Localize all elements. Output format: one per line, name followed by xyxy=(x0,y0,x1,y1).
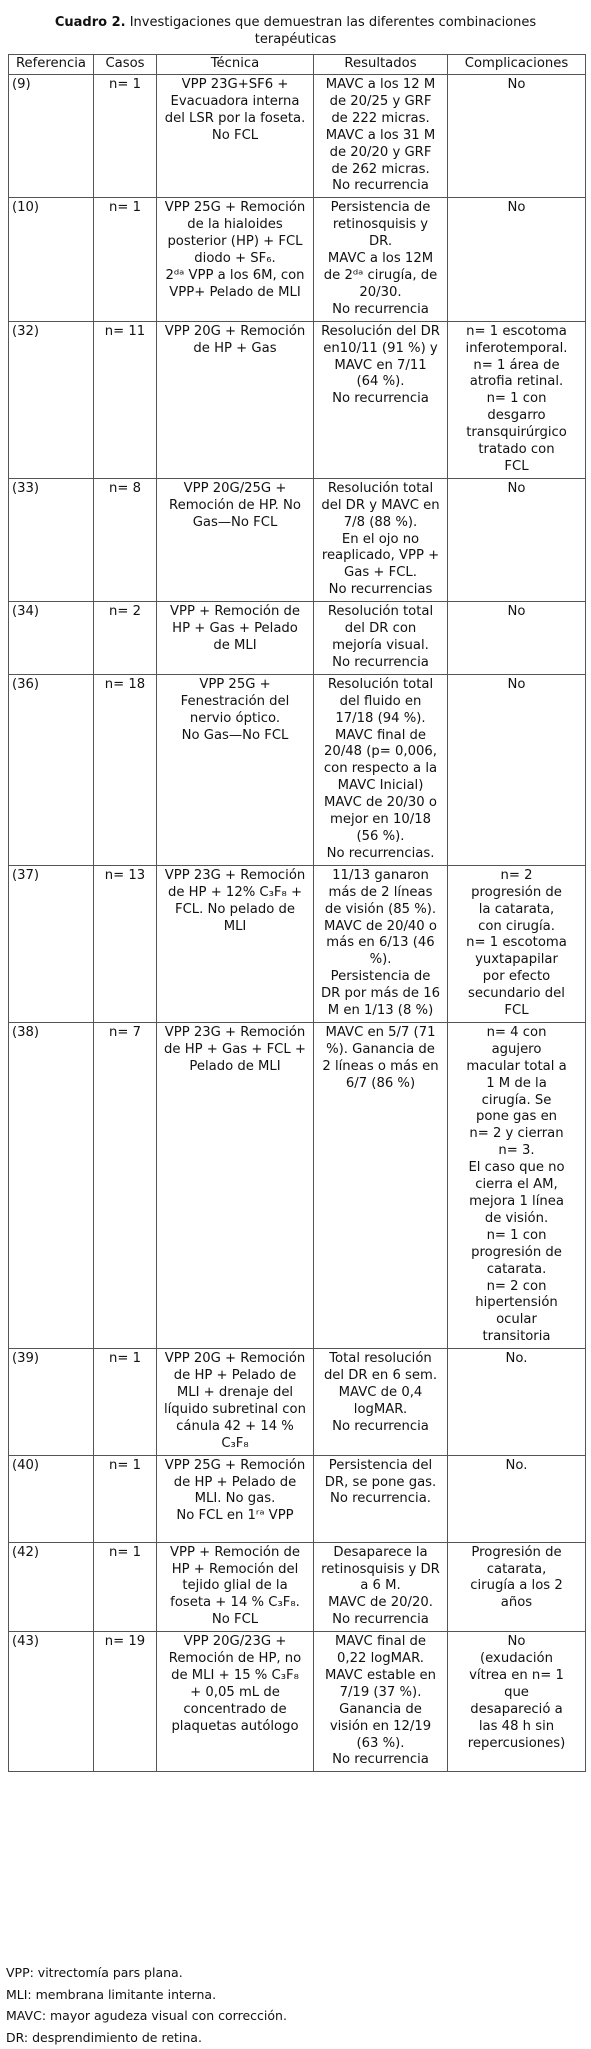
cell-tecnica xyxy=(157,1632,314,1772)
cell-tecnica-line: diodo + SF₆. xyxy=(194,251,276,267)
cell-complicaciones-line: desapareció a xyxy=(470,1701,563,1717)
cell-complicaciones-line: transquirúrgico xyxy=(466,425,567,441)
table-row xyxy=(9,1349,586,1455)
cell-tecnica-line: HP + Gas + Pelado xyxy=(172,621,298,637)
cell-referencia: (36) xyxy=(9,674,94,865)
investigations-table xyxy=(8,54,586,1772)
cell-referencia: (33) xyxy=(9,478,94,601)
table-row xyxy=(9,478,586,601)
table-row xyxy=(9,1022,586,1348)
cell-tecnica-line: MLI. No gas. xyxy=(194,1491,276,1507)
cell-resultados-line: Resolución del DR xyxy=(321,323,440,339)
cell-complicaciones-line: pone gas en xyxy=(475,1109,558,1125)
cell-tecnica-line: plaquetas autólogo xyxy=(171,1718,299,1734)
cell-tecnica-line: VPP 20G/25G + xyxy=(183,480,287,496)
cell-tecnica xyxy=(157,865,314,1022)
table-row xyxy=(9,1542,586,1632)
footnote-mli: MLI: membrana limitante interna. xyxy=(6,1986,217,2002)
cell-complicaciones xyxy=(448,865,586,1022)
cell-complicaciones-line: No xyxy=(507,77,526,92)
cell-complicaciones-line: ocular xyxy=(496,1312,537,1328)
cell-resultados xyxy=(314,478,448,601)
table-caption xyxy=(6,14,585,48)
cell-tecnica-line: MLI xyxy=(223,918,247,934)
cell-complicaciones-line: de visión. xyxy=(484,1210,549,1226)
cell-referencia: (32) xyxy=(9,321,94,478)
footnote-mavc: MAVC: mayor agudeza visual con corrección. xyxy=(6,2008,287,2023)
cell-complicaciones-line: n= 1 escotoma xyxy=(466,323,567,339)
cell-resultados-line: reaplicado, VPP + xyxy=(321,548,440,564)
cell-tecnica-line: VPP 20G + Remoción xyxy=(164,323,306,339)
cell-referencia: (10) xyxy=(9,198,94,321)
cell-complicaciones-line: años xyxy=(500,1595,533,1611)
cell-tecnica-line: de HP + Gas xyxy=(193,340,277,356)
cell-tecnica-line: VPP 20G + Remoción xyxy=(164,1351,306,1367)
cell-resultados xyxy=(314,75,448,198)
cell-resultados-line: 20/30. xyxy=(359,284,402,300)
cell-tecnica-line: nervio óptico. xyxy=(189,710,281,726)
cell-resultados-line: (56 %). xyxy=(356,828,405,844)
cell-complicaciones-line: Progresión de xyxy=(471,1544,562,1560)
cell-resultados-line: (63 %). xyxy=(356,1735,405,1751)
cell-casos: n= 1 xyxy=(94,1542,157,1632)
table-row xyxy=(9,321,586,478)
cell-complicaciones-line: las 48 h sin xyxy=(478,1718,555,1734)
footnote-vpp: VPP: vitrectomía pars plana. xyxy=(6,1965,183,1980)
cell-complicaciones xyxy=(448,1632,586,1772)
cell-resultados xyxy=(314,321,448,478)
cell-tecnica-line: Pelado de MLI xyxy=(189,1058,281,1074)
cell-complicaciones-line: por efecto xyxy=(482,969,551,985)
caption-line-1 xyxy=(6,14,585,31)
cell-referencia: (42) xyxy=(9,1542,94,1632)
cell-complicaciones-line: hipertensión xyxy=(475,1295,558,1311)
cell-resultados-line: de 262 micras. xyxy=(331,161,430,177)
cell-referencia: (43) xyxy=(9,1632,94,1772)
cell-tecnica-line: VPP 23G+SF6 + xyxy=(181,77,289,92)
cell-complicaciones-line: n= 3. xyxy=(498,1143,535,1159)
table-row xyxy=(9,674,586,865)
cell-tecnica-line: No Gas—No FCL xyxy=(181,727,289,743)
cell-referencia: (40) xyxy=(9,1455,94,1542)
cell-tecnica-line: de MLI xyxy=(213,638,257,653)
cell-complicaciones-line: No xyxy=(507,604,526,620)
cell-resultados-line: del DR con xyxy=(344,621,417,637)
cell-complicaciones-line: macular total a xyxy=(466,1058,567,1074)
cell-resultados-line: retinosquisis y DR xyxy=(321,1561,440,1577)
cell-resultados xyxy=(314,1349,448,1455)
cell-resultados-line: a 6 M. xyxy=(360,1578,401,1594)
footnote-dr: DR: desprendimiento de retina. xyxy=(6,2029,202,2045)
cell-tecnica-line: cánula 42 + 14 % xyxy=(176,1418,294,1434)
cell-resultados-line: No recurrencia xyxy=(332,654,429,670)
cell-resultados-line: más de 2 líneas xyxy=(328,884,433,900)
cell-complicaciones-line: n= 1 área de xyxy=(473,357,560,373)
cell-resultados-line: MAVC de 20/20. xyxy=(328,1595,433,1611)
cell-resultados-line: (64 %). xyxy=(356,374,405,390)
cell-resultados-line: MAVC estable en xyxy=(324,1667,437,1683)
cell-resultados-line: No recurrencia xyxy=(332,1752,429,1768)
caption-label: Cuadro 2. xyxy=(54,15,126,30)
cell-complicaciones-line: No. xyxy=(505,1457,528,1473)
cell-tecnica-line: VPP 25G + Remoción xyxy=(164,1457,306,1473)
cell-resultados-line: MAVC a los 31 M xyxy=(325,127,436,143)
cell-complicaciones-line: n= 1 con xyxy=(486,391,547,407)
cell-casos: n= 7 xyxy=(94,1022,157,1348)
cell-resultados-line: del fluido en xyxy=(339,693,422,709)
table-body xyxy=(9,75,586,1772)
cell-resultados-line: No recurrencia xyxy=(332,391,429,407)
table-row xyxy=(9,75,586,198)
cell-resultados-line: MAVC a los 12M xyxy=(327,251,434,267)
cell-tecnica-line: MLI + drenaje del xyxy=(176,1384,294,1400)
cell-tecnica-line: Remoción de HP, no xyxy=(168,1651,302,1667)
table-row xyxy=(9,602,586,675)
cell-tecnica-line: del LSR por la foseta. xyxy=(164,110,306,126)
cell-complicaciones xyxy=(448,1022,586,1348)
cell-complicaciones xyxy=(448,321,586,478)
cell-complicaciones-line: n= 2 xyxy=(500,867,533,883)
cell-tecnica-line: de HP + Pelado de xyxy=(173,1474,297,1490)
cell-complicaciones-line: 1 M de la xyxy=(486,1075,547,1091)
cell-tecnica-line: posterior (HP) + FCL xyxy=(167,234,303,250)
cell-resultados-line: No recurrencia xyxy=(332,178,429,194)
cell-resultados-line: Gas + FCL. xyxy=(344,565,417,581)
cell-resultados-line: Resolución total xyxy=(327,480,434,496)
table-header-row xyxy=(9,55,586,75)
cell-complicaciones-line: transitoria xyxy=(482,1329,551,1345)
cell-resultados-line: Persistencia de xyxy=(330,969,431,985)
cell-referencia: (39) xyxy=(9,1349,94,1455)
cell-complicaciones-line: No xyxy=(507,200,526,216)
cell-referencia: (9) xyxy=(9,75,94,198)
cell-tecnica-line: líquido subretinal con xyxy=(163,1401,306,1417)
cell-complicaciones-line: con cirugía. xyxy=(478,918,555,934)
cell-complicaciones-line: No xyxy=(507,480,526,496)
cell-resultados-line: MAVC en 5/7 (71 xyxy=(325,1024,436,1040)
cell-resultados-line: más en 6/13 (46 xyxy=(326,935,435,951)
cell-complicaciones-line: No xyxy=(507,1634,526,1650)
cell-resultados-line: Ganancia de xyxy=(339,1701,422,1717)
cell-casos: n= 8 xyxy=(94,478,157,601)
cell-resultados-line: 11/13 ganaron xyxy=(332,867,429,883)
cell-resultados-line: 0,22 logMAR. xyxy=(337,1651,424,1667)
footnotes xyxy=(6,1962,287,2048)
cell-complicaciones xyxy=(448,1349,586,1455)
cell-complicaciones-line: FCL xyxy=(504,458,529,474)
cell-resultados-line: MAVC en 7/11 xyxy=(334,357,427,373)
cell-tecnica-line: foseta + 14 % C₃F₈. xyxy=(170,1595,300,1611)
cell-resultados xyxy=(314,865,448,1022)
cell-resultados-line: En el ojo no xyxy=(341,531,420,547)
cell-tecnica-line: tejido glial de la xyxy=(182,1578,288,1594)
cell-casos: n= 2 xyxy=(94,602,157,675)
cell-complicaciones-line: tratado con xyxy=(478,442,555,458)
cell-resultados-line: logMAR. xyxy=(353,1401,408,1417)
cell-tecnica xyxy=(157,674,314,865)
cell-tecnica-line: + 0,05 mL de xyxy=(190,1684,280,1700)
cell-resultados-line: de 222 micras. xyxy=(331,110,430,126)
cell-complicaciones-line: n= 2 y cierran xyxy=(469,1126,564,1142)
cell-resultados-line: de visión (85 %). xyxy=(324,901,437,917)
cell-complicaciones-line: No xyxy=(507,676,526,692)
cell-tecnica-line: concentrado de xyxy=(183,1701,287,1717)
cell-tecnica-line: 2ᵈᵃ VPP a los 6M, con xyxy=(165,267,305,283)
cell-resultados-line: Resolución total xyxy=(327,604,434,620)
table-row xyxy=(9,1632,586,1772)
cell-complicaciones-line: n= 2 con xyxy=(486,1278,547,1294)
cell-tecnica-line: VPP+ Pelado de MLI xyxy=(169,284,301,300)
cell-resultados-line: MAVC de 20/40 o xyxy=(324,918,437,934)
cell-tecnica-line: de MLI + 15 % C₃F₈ xyxy=(171,1667,299,1683)
cell-resultados-line: No recurrencias xyxy=(328,582,433,598)
cell-complicaciones-line: El caso que no xyxy=(468,1160,565,1176)
cell-complicaciones-line: yuxtapapilar xyxy=(475,952,558,968)
cell-resultados xyxy=(314,1455,448,1542)
cell-tecnica xyxy=(157,602,314,675)
cell-tecnica-line: VPP 23G + Remoción xyxy=(164,1024,306,1040)
cell-resultados-line: de 20/20 y GRF xyxy=(329,144,432,160)
cell-tecnica xyxy=(157,1455,314,1542)
cell-complicaciones-line: agujero xyxy=(491,1041,542,1057)
table-row xyxy=(9,1455,586,1542)
cell-resultados-line: de 20/25 y GRF xyxy=(329,93,432,109)
cell-tecnica-line: VPP 25G + xyxy=(199,676,271,692)
cell-casos: n= 1 xyxy=(94,1349,157,1455)
cell-resultados-line: %). Ganancia de xyxy=(326,1041,435,1057)
cell-tecnica xyxy=(157,1022,314,1348)
cell-resultados-line: DR, se pone gas. xyxy=(324,1474,437,1490)
header-complicaciones: Complicaciones xyxy=(448,55,586,75)
cell-complicaciones xyxy=(448,198,586,321)
cell-resultados-line: DR. xyxy=(368,234,393,250)
cell-tecnica-line: VPP 25G + Remoción xyxy=(164,200,306,216)
cell-resultados-line: MAVC de 20/30 o xyxy=(324,795,437,811)
cell-complicaciones-line: que xyxy=(504,1684,529,1700)
cell-tecnica-line: de la hialoides xyxy=(187,217,283,233)
cell-complicaciones xyxy=(448,75,586,198)
cell-resultados-line: en10/11 (91 %) y xyxy=(323,340,438,356)
cell-resultados-line: Persistencia de xyxy=(330,200,431,216)
cell-resultados xyxy=(314,674,448,865)
cell-resultados-line: MAVC Inicial) xyxy=(337,778,424,794)
header-casos: Casos xyxy=(94,55,157,75)
cell-casos: n= 18 xyxy=(94,674,157,865)
cell-resultados-line: Desaparece la xyxy=(333,1544,428,1560)
cell-complicaciones-line: n= 4 con xyxy=(486,1024,547,1040)
cell-referencia: (37) xyxy=(9,865,94,1022)
cell-resultados-line: No recurrencia xyxy=(332,1418,429,1434)
cell-complicaciones-line: catarata, xyxy=(486,1561,547,1577)
cell-tecnica-line: VPP 20G/23G + xyxy=(183,1634,287,1650)
cell-resultados-line: %). xyxy=(369,952,392,968)
cell-resultados-line: MAVC final de xyxy=(334,727,427,743)
cell-complicaciones-line: n= 1 escotoma xyxy=(466,935,567,951)
cell-complicaciones-line: mejora 1 línea xyxy=(469,1194,564,1209)
cell-tecnica xyxy=(157,1349,314,1455)
cell-complicaciones-line: No. xyxy=(505,1351,528,1367)
cell-resultados-line: 6/7 (86 %) xyxy=(345,1075,416,1091)
cell-resultados-line: MAVC de 0,4 xyxy=(338,1384,423,1400)
header-referencia: Referencia xyxy=(9,55,94,75)
cell-resultados xyxy=(314,1022,448,1348)
cell-tecnica xyxy=(157,75,314,198)
cell-resultados xyxy=(314,602,448,675)
cell-referencia: (38) xyxy=(9,1022,94,1348)
cell-complicaciones-line: cierra el AM, xyxy=(475,1177,558,1193)
cell-resultados-line: No recurrencias. xyxy=(326,845,435,861)
cell-complicaciones-line: cirugía. Se xyxy=(481,1092,552,1108)
cell-complicaciones-line: n= 1 con xyxy=(486,1227,547,1243)
cell-tecnica xyxy=(157,478,314,601)
cell-tecnica-line: No FCL xyxy=(211,127,259,143)
cell-resultados-line: mejoría visual. xyxy=(332,638,429,653)
cell-tecnica-line: Fenestración del xyxy=(180,693,290,709)
cell-resultados-line: DR por más de 16 xyxy=(320,986,440,1002)
cell-casos: n= 1 xyxy=(94,75,157,198)
cell-resultados-line: 2 líneas o más en xyxy=(322,1058,439,1074)
cell-complicaciones-line: progresión de xyxy=(471,884,562,900)
cell-tecnica-line: VPP 23G + Remoción xyxy=(164,867,306,883)
cell-resultados-line: Resolución total xyxy=(327,676,434,692)
cell-complicaciones xyxy=(448,478,586,601)
cell-tecnica-line: VPP + Remoción de xyxy=(170,604,300,620)
cell-tecnica xyxy=(157,198,314,321)
cell-tecnica-line: VPP + Remoción de xyxy=(170,1544,300,1560)
caption-text-1: Investigaciones que demuestran las diferentes combinaciones xyxy=(129,15,537,30)
cell-complicaciones-line: secundario del xyxy=(468,986,565,1002)
cell-tecnica-line: HP + Remoción del xyxy=(171,1561,299,1577)
cell-resultados-line: visión en 12/19 xyxy=(329,1718,432,1734)
cell-tecnica-line: Evacuadora interna xyxy=(170,93,300,109)
cell-tecnica-line: No FCL xyxy=(211,1612,259,1628)
cell-resultados xyxy=(314,198,448,321)
cell-complicaciones xyxy=(448,674,586,865)
cell-tecnica-line: FCL. No pelado de xyxy=(175,901,295,917)
cell-resultados xyxy=(314,1632,448,1772)
cell-tecnica-line: de HP + Pelado de xyxy=(173,1368,297,1384)
cell-resultados-line: Persistencia del xyxy=(328,1457,433,1473)
cell-tecnica-line: No FCL en 1ʳᵃ VPP xyxy=(176,1508,294,1524)
cell-casos: n= 1 xyxy=(94,1455,157,1542)
cell-resultados-line: No recurrencia xyxy=(332,301,429,317)
cell-resultados-line: 17/18 (94 %). xyxy=(335,710,426,726)
cell-resultados xyxy=(314,1542,448,1632)
cell-resultados-line: 20/48 (p= 0,006, xyxy=(324,744,437,760)
cell-resultados-line: MAVC a los 12 M xyxy=(325,77,436,92)
caption-line-2: terapéuticas xyxy=(254,32,337,47)
cell-casos: n= 13 xyxy=(94,865,157,1022)
cell-resultados-line: retinosquisis y xyxy=(332,217,429,233)
cell-resultados-line: 7/19 (37 %). xyxy=(339,1684,422,1700)
table-row xyxy=(9,865,586,1022)
cell-resultados-line: No recurrencia. xyxy=(330,1491,431,1507)
cell-resultados-line: con respecto a la xyxy=(323,761,438,777)
cell-tecnica-line: de HP + Gas + FCL + xyxy=(164,1041,306,1057)
cell-tecnica-line: C₃F₈ xyxy=(221,1435,249,1451)
cell-complicaciones xyxy=(448,1542,586,1632)
cell-tecnica xyxy=(157,321,314,478)
cell-resultados-line: M en 1/13 (8 %) xyxy=(327,1003,434,1019)
cell-tecnica-line: Gas—No FCL xyxy=(192,514,278,530)
cell-complicaciones-line: desgarro xyxy=(487,408,546,424)
cell-casos: n= 19 xyxy=(94,1632,157,1772)
cell-resultados-line: de 2ᵈᵃ cirugía, de xyxy=(323,267,438,283)
cell-resultados-line: mejor en 10/18 xyxy=(330,812,431,828)
cell-resultados-line: 7/8 (88 %). xyxy=(343,514,418,530)
cell-resultados-line: MAVC final de xyxy=(334,1634,427,1650)
cell-tecnica-line: Remoción de HP. No xyxy=(169,497,301,513)
cell-casos: n= 1 xyxy=(94,198,157,321)
cell-complicaciones-line: la catarata, xyxy=(478,901,555,917)
cell-resultados-line: del DR y MAVC en xyxy=(321,497,440,513)
table-row xyxy=(9,198,586,321)
cell-complicaciones-line: inferotemporal. xyxy=(465,340,568,356)
cell-resultados-line: Total resolución xyxy=(329,1351,432,1367)
cell-resultados-line: No recurrencia xyxy=(332,1612,429,1628)
cell-tecnica xyxy=(157,1542,314,1632)
cell-complicaciones-line: (exudación xyxy=(480,1651,553,1667)
cell-complicaciones-line: cirugía a los 2 xyxy=(470,1578,563,1594)
cell-complicaciones-line: atrofia retinal. xyxy=(469,374,564,390)
cell-casos: n= 11 xyxy=(94,321,157,478)
cell-complicaciones-line: FCL xyxy=(504,1003,529,1019)
header-resultados: Resultados xyxy=(314,55,448,75)
cell-complicaciones-line: repercusiones) xyxy=(467,1735,566,1751)
cell-complicaciones xyxy=(448,1455,586,1542)
header-tecnica: Técnica xyxy=(157,55,314,75)
cell-complicaciones xyxy=(448,602,586,675)
cell-complicaciones-line: vítrea en n= 1 xyxy=(469,1667,564,1683)
cell-resultados-line: del DR en 6 sem. xyxy=(323,1368,438,1384)
cell-referencia: (34) xyxy=(9,602,94,675)
cell-tecnica-line: de HP + 12% C₃F₈ + xyxy=(167,884,303,900)
cell-complicaciones-line: catarata. xyxy=(486,1261,547,1277)
cell-complicaciones-line: progresión de xyxy=(471,1244,562,1260)
